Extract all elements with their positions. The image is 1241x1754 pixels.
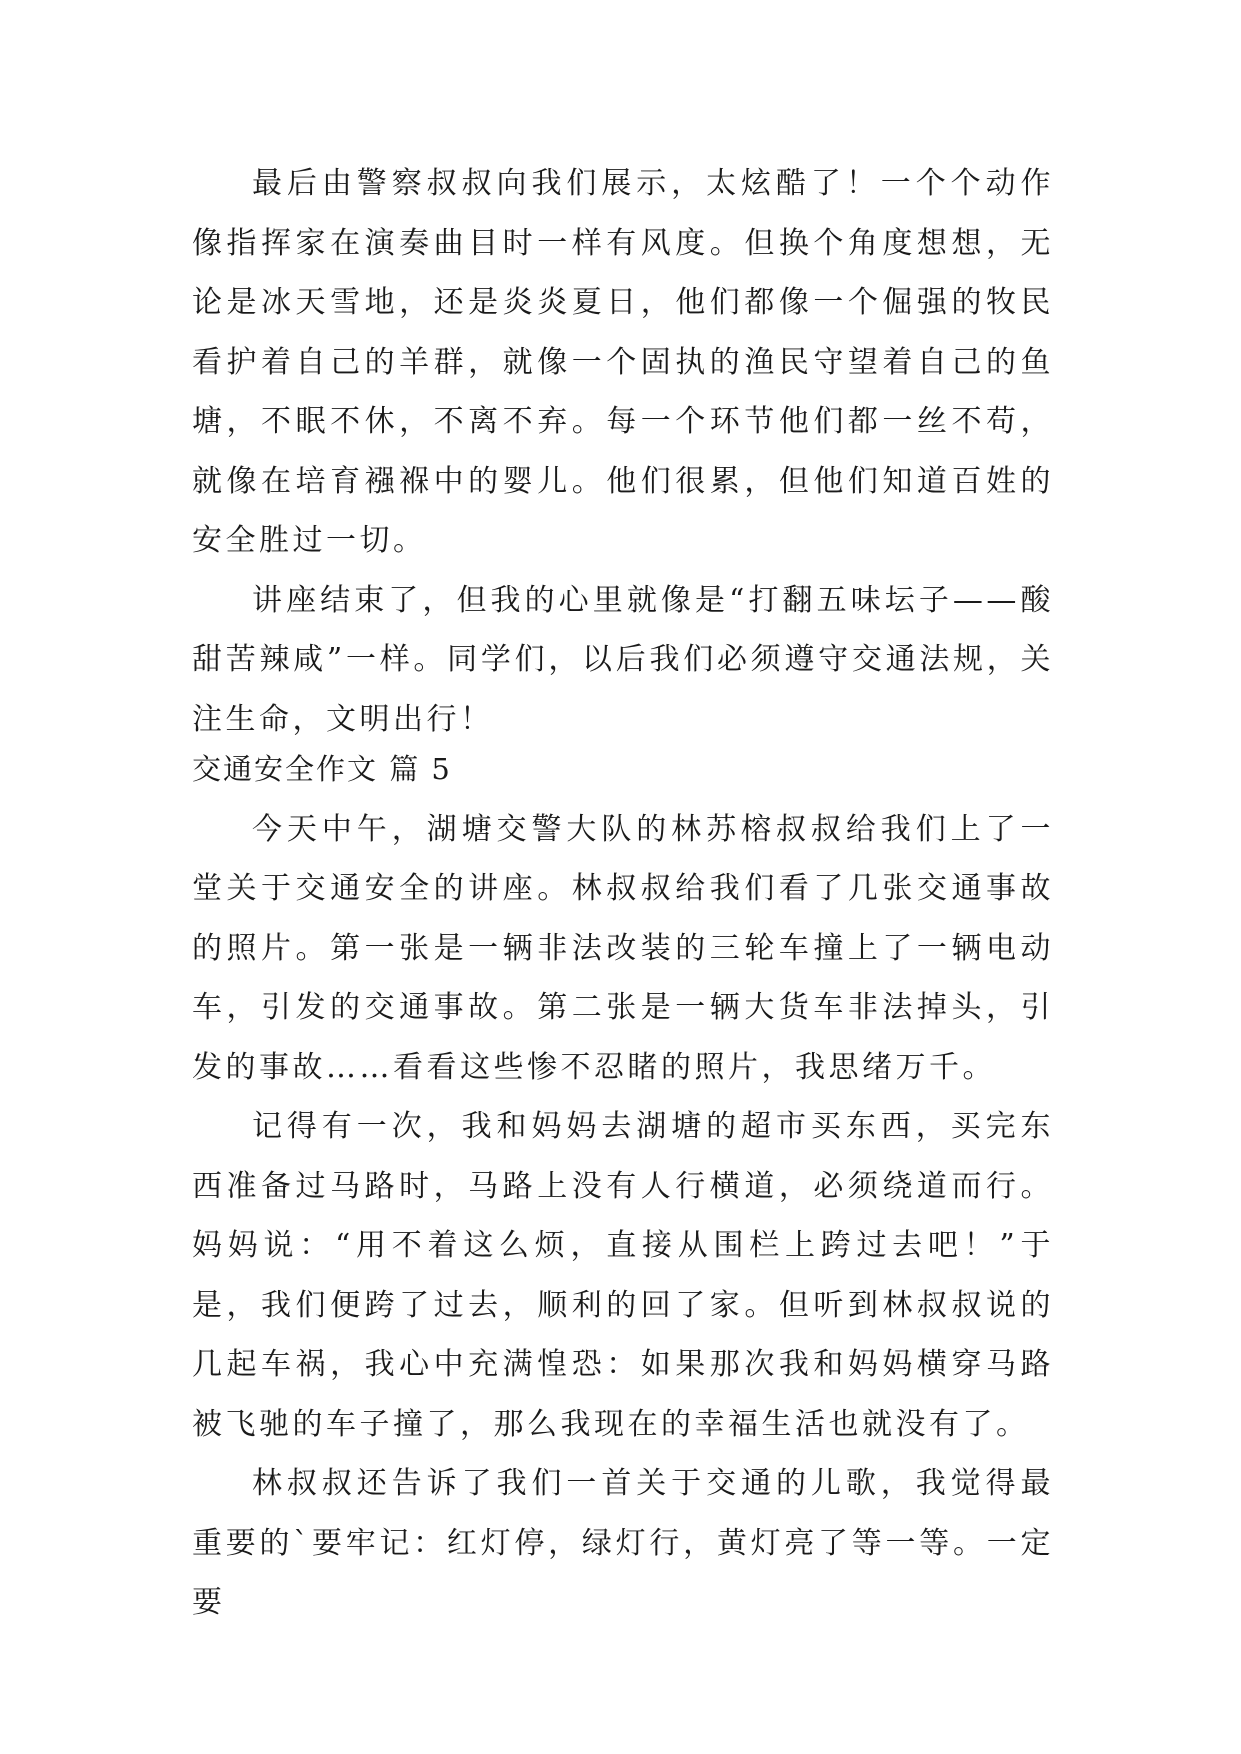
paragraph-song: 林叔叔还告诉了我们一首关于交通的儿歌，我觉得最重要的`要牢记：红灯停，绿灯行，黄灯亮了等一等。一定要 [192, 1466, 1054, 1620]
paragraph-lecture-intro: 今天中午，湖塘交警大队的林苏榕叔叔给我们上了一堂关于交通安全的讲座。林叔叔给我们看了几张交通事故的照片。第一张是一辆非法改装的三轮车撞上了一辆电动车，引发的交通事故。第二张是一辆大货车非法掉头，引发的事故……看看这些惨不忍睹的照片，我思绪万千。 [192, 811, 1054, 1085]
paragraph-lecture-end: 讲座结束了，但我的心里就像是“打翻五味坛子——酸甜苦辣咸”一样。同学们，以后我们必须遵守交通法规，关注生命，文明出行！ [192, 582, 1054, 737]
essay-continuation [192, 154, 1054, 749]
section-title: 交通安全作文 篇 5 [192, 752, 452, 786]
essay-section-5 [192, 740, 1054, 1633]
paragraph-memory: 记得有一次，我和妈妈去湖塘的超市买东西，买完东西准备过马路时，马路上没有人行横道，必须绕道而行。妈妈说：“用不着这么烦，直接从围栏上跨过去吧！”于是，我们便跨了过去，顺利的回了家。但听到林叔叔说的几起车祸，我心中充满惶恐：如果那次我和妈妈横穿马路被飞驰的车子撞了，那么我现在的幸福生活也就没有了。 [192, 1109, 1054, 1442]
paragraph-police-demo: 最后由警察叔叔向我们展示，太炫酷了！一个个动作像指挥家在演奏曲目时一样有风度。但换个角度想想，无论是冰天雪地，还是炎炎夏日，他们都像一个倔强的牧民看护着自己的羊群，就像一个固执的渔民守望着自己的鱼塘，不眠不休，不离不弃。每一个环节他们都一丝不苟，就像在培育襁褓中的婴儿。他们很累，但他们知道百姓的安全胜过一切。 [192, 166, 1054, 558]
